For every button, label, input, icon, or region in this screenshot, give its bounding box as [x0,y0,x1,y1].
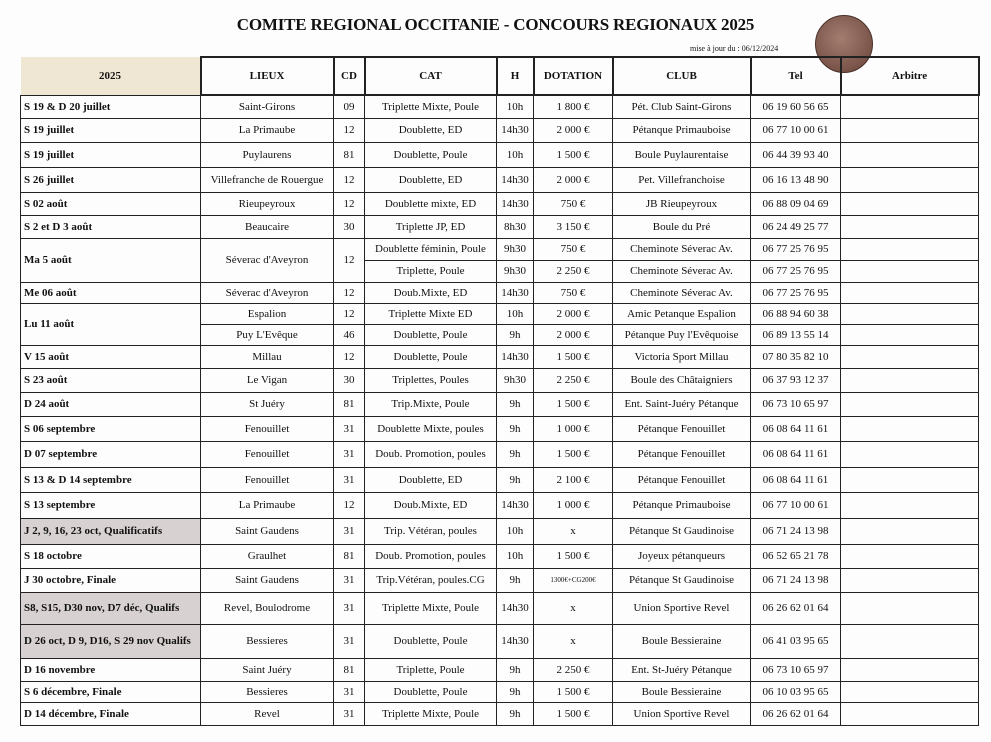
cd-cell: 12 [334,303,365,324]
date-cell: S 26 juillet [21,167,201,192]
arbitre-cell [841,303,979,324]
tel-cell: 06 77 25 76 95 [751,238,841,260]
tel-cell: 06 08 64 11 61 [751,441,841,467]
hour-cell: 14h30 [497,192,534,215]
tel-cell: 06 16 13 48 90 [751,167,841,192]
cd-cell: 31 [334,467,365,492]
cat-cell: Doublette, Poule [365,345,497,368]
cd-cell: 12 [334,118,365,142]
table-row [21,238,979,260]
lieu-cell: Saint Gaudens [201,568,334,592]
dotation-cell: 2 100 € [534,467,613,492]
tel-cell: 06 71 24 13 98 [751,568,841,592]
club-cell: Cheminote Séverac Av. [613,260,751,282]
cd-cell: 31 [334,681,365,702]
dotation-cell: 2 000 € [534,118,613,142]
arbitre-cell [841,568,979,592]
date-cell: S 13 & D 14 septembre [21,467,201,492]
cd-cell: 30 [334,215,365,238]
club-cell: Pétanque Primauboise [613,118,751,142]
lieu-cell: Fenouillet [201,441,334,467]
table-row [21,282,979,303]
club-cell: Boule du Pré [613,215,751,238]
club-cell: Pétanque Primauboise [613,492,751,518]
date-cell: D 14 décembre, Finale [21,702,201,725]
lieu-cell: Espalion [201,303,334,324]
club-cell: Pet. Villefranchoise [613,167,751,192]
date-cell: D 16 novembre [21,658,201,681]
cd-cell: 81 [334,142,365,167]
club-cell: Pétanque Fenouillet [613,416,751,441]
dotation-cell: 2 250 € [534,260,613,282]
cd-cell: 12 [334,167,365,192]
dotation-cell: 1 500 € [534,392,613,416]
date-cell: S 6 décembre, Finale [21,681,201,702]
lieu-cell: Revel, Boulodrome [201,592,334,624]
tel-cell: 06 08 64 11 61 [751,467,841,492]
table-row [21,624,979,658]
table-row [21,544,979,568]
dotation-cell: 2 250 € [534,658,613,681]
lieu-cell: Beaucaire [201,215,334,238]
lieu-cell: Fenouillet [201,416,334,441]
arbitre-cell [841,167,979,192]
tel-cell: 06 77 10 00 61 [751,118,841,142]
arbitre-cell [841,681,979,702]
dotation-cell: 1 500 € [534,702,613,725]
cat-cell: Doublette Mixte, poules [365,416,497,441]
dotation-cell: x [534,518,613,544]
hour-cell: 9h [497,416,534,441]
tel-cell: 06 37 93 12 37 [751,368,841,392]
update-date: mise à jour du : 06/12/2024 [690,44,779,53]
club-cell: Pétanque Fenouillet [613,441,751,467]
cat-cell: Triplettes, Poules [365,368,497,392]
dotation-cell: 2 000 € [534,324,613,345]
cat-cell: Triplette, Poule [365,260,497,282]
arbitre-cell [841,95,979,118]
hour-cell: 14h30 [497,592,534,624]
cat-cell: Doublette, ED [365,167,497,192]
dotation-cell: 1 000 € [534,416,613,441]
hour-cell: 9h [497,681,534,702]
cat-cell: Trip.Vétéran, poules.CG [365,568,497,592]
hour-cell: 9h [497,658,534,681]
header-cd: CD [334,57,365,95]
club-cell: Boule Puylaurentaise [613,142,751,167]
tel-cell: 06 77 25 76 95 [751,260,841,282]
tel-cell: 06 73 10 65 97 [751,392,841,416]
arbitre-cell [841,658,979,681]
arbitre-cell [841,368,979,392]
dotation-cell: 1 800 € [534,95,613,118]
club-cell: Ent. St-Juéry Pétanque [613,658,751,681]
tel-cell: 06 41 03 95 65 [751,624,841,658]
arbitre-cell [841,467,979,492]
cd-cell: 12 [334,238,365,282]
hour-cell: 9h [497,467,534,492]
dotation-cell: 1300€+CG200€ [534,568,613,592]
cat-cell: Triplette JP, ED [365,215,497,238]
lieu-cell: Villefranche de Rouergue [201,167,334,192]
tel-cell: 06 08 64 11 61 [751,416,841,441]
header-h: H [497,57,534,95]
cat-cell: Doublette, ED [365,467,497,492]
hour-cell: 9h30 [497,238,534,260]
cd-cell: 09 [334,95,365,118]
hour-cell: 14h30 [497,624,534,658]
lieu-cell: La Primaube [201,492,334,518]
dotation-cell: 1 500 € [534,544,613,568]
date-cell: S8, S15, D30 nov, D7 déc, Qualifs [21,592,201,624]
cd-cell: 31 [334,592,365,624]
date-cell: S 18 octobre [21,544,201,568]
dotation-cell: 750 € [534,282,613,303]
cd-cell: 81 [334,658,365,681]
cat-cell: Trip.Mixte, Poule [365,392,497,416]
cd-cell: 31 [334,416,365,441]
hour-cell: 9h [497,392,534,416]
cat-cell: Triplette Mixte, Poule [365,702,497,725]
arbitre-cell [841,702,979,725]
arbitre-cell [841,215,979,238]
table-row [21,592,979,624]
dotation-cell: x [534,624,613,658]
header-lieux: LIEUX [201,57,334,95]
cd-cell: 31 [334,441,365,467]
header-tel: Tel [751,57,841,95]
tel-cell: 06 88 94 60 38 [751,303,841,324]
date-cell: S 19 juillet [21,118,201,142]
arbitre-cell [841,118,979,142]
dotation-cell: 1 500 € [534,681,613,702]
cd-cell: 31 [334,624,365,658]
date-cell: V 15 août [21,345,201,368]
tel-cell: 06 52 65 21 78 [751,544,841,568]
cd-cell: 12 [334,492,365,518]
cat-cell: Doublette, Poule [365,142,497,167]
hour-cell: 10h [497,303,534,324]
table-row [21,492,979,518]
date-cell: S 19 & D 20 juillet [21,95,201,118]
date-cell: Me 06 août [21,282,201,303]
table-row [21,518,979,544]
tel-cell: 06 10 03 95 65 [751,681,841,702]
arbitre-cell [841,260,979,282]
arbitre-cell [841,624,979,658]
lieu-cell: Puy L'Evêque [201,324,334,345]
arbitre-cell [841,392,979,416]
hour-cell: 9h [497,568,534,592]
club-cell: Cheminote Séverac Av. [613,282,751,303]
date-cell: D 07 septembre [21,441,201,467]
cat-cell: Doub.Mixte, ED [365,282,497,303]
hour-cell: 10h [497,544,534,568]
club-cell: Cheminote Séverac Av. [613,238,751,260]
cat-cell: Doub. Promotion, poules [365,544,497,568]
date-cell: S 13 septembre [21,492,201,518]
tel-cell: 06 88 09 04 69 [751,192,841,215]
table-row [21,118,979,142]
arbitre-cell [841,416,979,441]
table-row [21,392,979,416]
tel-cell: 06 19 60 56 65 [751,95,841,118]
header-year: 2025 [21,57,201,95]
cd-cell: 31 [334,518,365,544]
cat-cell: Doublette, Poule [365,681,497,702]
cat-cell: Doublette féminin, Poule [365,238,497,260]
cat-cell: Trip. Vétéran, poules [365,518,497,544]
tel-cell: 06 89 13 55 14 [751,324,841,345]
dotation-cell: 1 500 € [534,345,613,368]
table-row [21,192,979,215]
tel-cell: 06 26 62 01 64 [751,702,841,725]
date-cell: S 02 août [21,192,201,215]
club-cell: JB Rieupeyroux [613,192,751,215]
cat-cell: Triplette Mixte, Poule [365,592,497,624]
lieu-cell: Bessieres [201,624,334,658]
hour-cell: 9h [497,702,534,725]
club-cell: Pétanque Puy l'Evêquoise [613,324,751,345]
header-dotation: DOTATION [534,57,613,95]
header-club: CLUB [613,57,751,95]
cat-cell: Doub. Promotion, poules [365,441,497,467]
header-arbitre: Arbitre [841,57,979,95]
dotation-cell: 750 € [534,238,613,260]
lieu-cell: St Juéry [201,392,334,416]
tel-cell: 06 71 24 13 98 [751,518,841,544]
lieu-cell: Millau [201,345,334,368]
hour-cell: 8h30 [497,215,534,238]
cat-cell: Doublette, Poule [365,624,497,658]
lieu-cell: Puylaurens [201,142,334,167]
cat-cell: Doublette, Poule [365,324,497,345]
table-row [21,416,979,441]
dotation-cell: 1 000 € [534,492,613,518]
hour-cell: 10h [497,142,534,167]
table-row [21,167,979,192]
lieu-cell: Saint Gaudens [201,518,334,544]
hour-cell: 9h30 [497,368,534,392]
date-cell: D 24 août [21,392,201,416]
arbitre-cell [841,192,979,215]
hour-cell: 10h [497,518,534,544]
cd-cell: 30 [334,368,365,392]
table-row [21,702,979,725]
club-cell: Boule Bessieraine [613,681,751,702]
competitions-table [20,56,980,726]
table-row [21,303,979,324]
date-cell: D 26 oct, D 9, D16, S 29 nov Qualifs [21,624,201,658]
cd-cell: 12 [334,282,365,303]
club-cell: Ent. Saint-Juéry Pétanque [613,392,751,416]
arbitre-cell [841,345,979,368]
tel-cell: 07 80 35 82 10 [751,345,841,368]
club-cell: Pét. Club Saint-Girons [613,95,751,118]
arbitre-cell [841,282,979,303]
dotation-cell: 2 250 € [534,368,613,392]
cat-cell: Doublette, ED [365,118,497,142]
club-cell: Pétanque Fenouillet [613,467,751,492]
lieu-cell: Bessieres [201,681,334,702]
arbitre-cell [841,142,979,167]
lieu-cell: Revel [201,702,334,725]
cd-cell: 12 [334,192,365,215]
hour-cell: 14h30 [497,118,534,142]
club-cell: Amic Petanque Espalion [613,303,751,324]
club-cell: Boule Bessieraine [613,624,751,658]
arbitre-cell [841,518,979,544]
lieu-cell: Le Vigan [201,368,334,392]
club-cell: Victoria Sport Millau [613,345,751,368]
dotation-cell: 2 000 € [534,167,613,192]
lieu-cell: Graulhet [201,544,334,568]
table-row [21,441,979,467]
table-row [21,568,979,592]
dotation-cell: 1 500 € [534,441,613,467]
lieu-cell: La Primaube [201,118,334,142]
hour-cell: 9h30 [497,260,534,282]
lieu-cell: Fenouillet [201,467,334,492]
club-cell: Union Sportive Revel [613,702,751,725]
table-row [21,681,979,702]
cd-cell: 31 [334,702,365,725]
hour-cell: 9h [497,324,534,345]
table-row [21,658,979,681]
club-cell: Pétanque St Gaudinoise [613,568,751,592]
cd-cell: 31 [334,568,365,592]
cd-cell: 46 [334,324,365,345]
date-cell: J 2, 9, 16, 23 oct, Qualificatifs [21,518,201,544]
arbitre-cell [841,592,979,624]
hour-cell: 14h30 [497,345,534,368]
cat-cell: Doub.Mixte, ED [365,492,497,518]
date-cell: Lu 11 août [21,303,201,345]
club-cell: Boule des Châtaigniers [613,368,751,392]
date-cell: S 06 septembre [21,416,201,441]
lieu-cell: Saint Juéry [201,658,334,681]
club-cell: Pétanque St Gaudinoise [613,518,751,544]
tel-cell: 06 44 39 93 40 [751,142,841,167]
hour-cell: 14h30 [497,282,534,303]
cd-cell: 81 [334,544,365,568]
table-row [21,95,979,118]
tel-cell: 06 26 62 01 64 [751,592,841,624]
table-row [21,467,979,492]
cat-cell: Doublette mixte, ED [365,192,497,215]
lieu-cell: Séverac d'Aveyron [201,282,334,303]
arbitre-cell [841,492,979,518]
tel-cell: 06 24 49 25 77 [751,215,841,238]
cat-cell: Triplette Mixte ED [365,303,497,324]
table-row [21,368,979,392]
arbitre-cell [841,238,979,260]
cat-cell: Triplette, Poule [365,658,497,681]
arbitre-cell [841,324,979,345]
cat-cell: Triplette Mixte, Poule [365,95,497,118]
dotation-cell: 1 500 € [534,142,613,167]
date-cell: S 23 août [21,368,201,392]
table-row [21,215,979,238]
arbitre-cell [841,441,979,467]
table-row [21,345,979,368]
club-cell: Union Sportive Revel [613,592,751,624]
tel-cell: 06 77 25 76 95 [751,282,841,303]
cd-cell: 12 [334,345,365,368]
dotation-cell: 750 € [534,192,613,215]
hour-cell: 10h [497,95,534,118]
tel-cell: 06 73 10 65 97 [751,658,841,681]
date-cell: S 19 juillet [21,142,201,167]
cd-cell: 81 [334,392,365,416]
header-cat: CAT [365,57,497,95]
date-cell: Ma 5 août [21,238,201,282]
date-cell: S 2 et D 3 août [21,215,201,238]
arbitre-cell [841,544,979,568]
hour-cell: 9h [497,441,534,467]
lieu-cell: Séverac d'Aveyron [201,238,334,282]
lieu-cell: Rieupeyroux [201,192,334,215]
table-header [21,57,979,95]
dotation-cell: x [534,592,613,624]
table-row [21,142,979,167]
hour-cell: 14h30 [497,492,534,518]
date-cell: J 30 octobre, Finale [21,568,201,592]
lieu-cell: Saint-Girons [201,95,334,118]
dotation-cell: 3 150 € [534,215,613,238]
hour-cell: 14h30 [497,167,534,192]
page-title: COMITE REGIONAL OCCITANIE - CONCOURS REGIONAUX 2025 [236,15,755,34]
dotation-cell: 2 000 € [534,303,613,324]
club-cell: Joyeux pétanqueurs [613,544,751,568]
tel-cell: 06 77 10 00 61 [751,492,841,518]
